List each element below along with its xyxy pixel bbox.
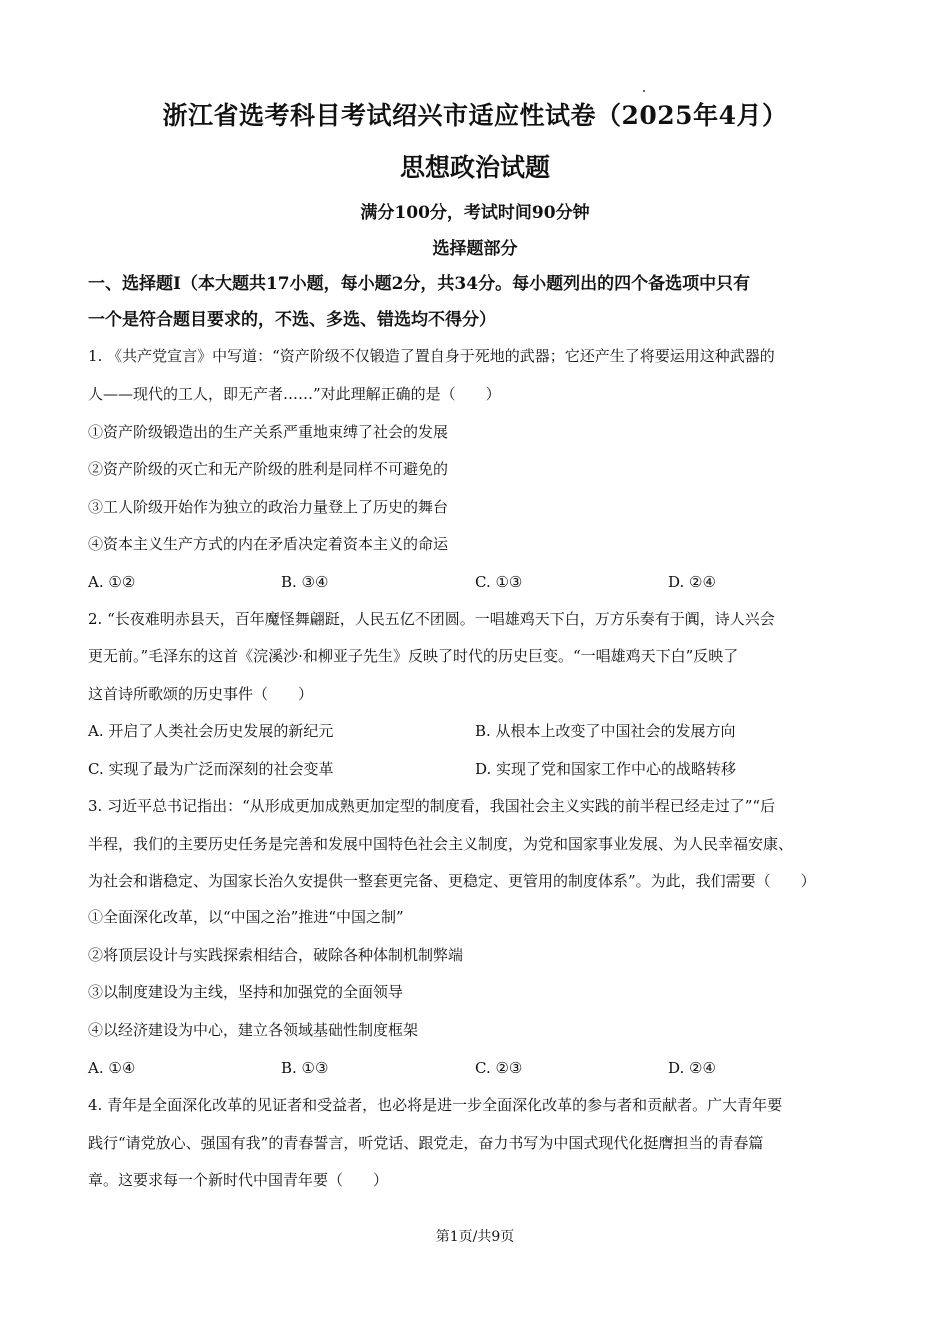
q1-stem-2: 人——现代的工人，即无产者……”对此理解正确的是（ ） xyxy=(88,385,501,403)
q1-option-b: B. ③④ xyxy=(281,573,329,591)
q1-stem-1: 1. 《共产党宣言》中写道：“资产阶级不仅锻造了置自身于死地的武器；它还产生了将要运用这种武器的 xyxy=(88,347,775,365)
page-number: 第1页/共9页 xyxy=(435,1229,515,1245)
q3-item-4: ④以经济建设为中心，建立各领域基础性制度框架 xyxy=(88,1021,419,1039)
q2-option-c: C. 实现了最为广泛而深刻的社会变革 xyxy=(88,760,334,778)
q3-stem-3: 为社会和谐稳定、为国家长治久安提供一整套更完备、更稳定、更管用的制度体系”。为此，我们需要（ ） xyxy=(88,872,816,890)
q1-item-2: ②资产阶级的灭亡和无产阶级的胜利是同样不可避免的 xyxy=(88,460,449,478)
score-time: 满分100分，考试时间90分钟 xyxy=(360,203,590,223)
q4-stem-3: 章。这要求每一个新时代中国青年要（ ） xyxy=(88,1171,389,1189)
q1-item-1: ①资产阶级锻造出的生产关系严重地束缚了社会的发展 xyxy=(88,423,449,441)
q3-option-a: A. ①④ xyxy=(88,1059,136,1077)
section-heading xyxy=(88,266,868,338)
q2-option-b: B. 从根本上改变了中国社会的发展方向 xyxy=(475,722,736,740)
q3-item-3: ③以制度建设为主线，坚持和加强党的全面领导 xyxy=(88,983,404,1001)
q1-item-3: ③工人阶级开始作为独立的政治力量登上了历史的舞台 xyxy=(88,498,449,516)
subject-title: 思想政治试题 xyxy=(399,153,550,182)
q4-stem-1: 4. 青年是全面深化改革的见证者和受益者，也必将是进一步全面深化改革的参与者和贡献者。广大青年要 xyxy=(88,1096,783,1114)
q3-stem-2: 半程，我们的主要历史任务是完善和发展中国特色社会主义制度，为党和国家事业发展、为人民幸福安康、 xyxy=(88,835,794,853)
q2-option-a: A. 开启了人类社会历史发展的新纪元 xyxy=(88,722,334,740)
q3-option-c: C. ②③ xyxy=(475,1059,523,1077)
q1-option-a: A. ①② xyxy=(88,573,136,591)
q3-option-b: B. ①③ xyxy=(281,1059,329,1077)
decorative-dot xyxy=(643,90,645,92)
q1-option-c: C. ①③ xyxy=(475,573,523,591)
q2-stem-2: 更无前。”毛泽东的这首《浣溪沙·和柳亚子先生》反映了时代的历史巨变。“一唱雄鸡天下白”反映了 xyxy=(88,647,739,665)
q1-option-d: D. ②④ xyxy=(668,573,716,591)
q2-stem-3: 这首诗所歌颂的历史事件（ ） xyxy=(88,685,314,703)
q2-option-d: D. 实现了党和国家工作中心的战略转移 xyxy=(475,760,737,778)
exam-title: 浙江省选考科目考试绍兴市适应性试卷（2025年4月） xyxy=(162,101,788,130)
section-line-1: 一、选择题Ⅰ（本大题共17小题，每小题2分，共34分。每小题列出的四个备选项中只有 xyxy=(88,274,751,294)
q3-stem-1: 3. 习近平总书记指出：“从形成更加成熟更加定型的制度看，我国社会主义实践的前半程已经走过了”“后 xyxy=(88,797,776,815)
section-line-2: 一个是符合题目要求的，不选、多选、错选均不得分） xyxy=(88,310,496,330)
q2-stem-1: 2. “长夜难明赤县天，百年魔怪舞翩跹，人民五亿不团圆。一唱雄鸡天下白，万方乐奏有于阗，诗人兴会 xyxy=(88,610,775,628)
q1-item-4: ④资本主义生产方式的内在矛盾决定着资本主义的命运 xyxy=(88,535,449,553)
q3-item-1: ①全面深化改革，以“中国之治”推进“中国之制” xyxy=(88,908,404,926)
q3-item-2: ②将顶层设计与实践探索相结合，破除各种体制机制弊端 xyxy=(88,946,464,964)
q3-option-d: D. ②④ xyxy=(668,1059,716,1077)
q4-stem-2: 践行“请党放心、强国有我”的青春誓言，听党话、跟党走，奋力书写为中国式现代化挺膺担当的青春篇 xyxy=(88,1134,764,1152)
part-title: 选择题部分 xyxy=(432,239,518,259)
